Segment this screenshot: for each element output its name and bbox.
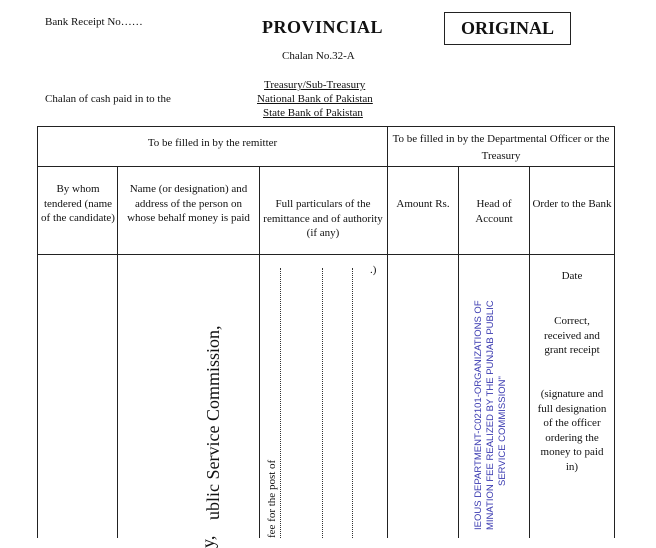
provincial-title: PROVINCIAL [262,17,384,37]
nbp-option: National Bank of Pakistan [257,93,373,105]
col-head-of-account: Head of Account [475,198,513,225]
treasury-option: Treasury/Sub-Treasury [264,79,366,91]
bank-receipt-label: Bank Receipt No…… [45,16,143,28]
col-amount: Amount Rs. [396,198,450,210]
dotted-line-3 [352,268,353,538]
head-account-text-1: IEOUS DEPARTMENT-C02101-ORGANIZATIONS OF [473,300,484,530]
dotted-line-1 [280,268,281,538]
head-account-text-3: SERVICE COMMISSION" [497,376,508,486]
col-by-whom-tendered: By whom tendered (name of the candidate) [41,183,115,224]
correct-received-text: Correct, received and grant receipt [544,315,600,356]
remitter-header: To be filled in by the remitter [147,137,278,149]
chalan-number: Chalan No.32-A [282,50,355,62]
sbp-option: State Bank of Pakistan [263,107,363,119]
head-account-text-2: MINATION FEE REALIZED BY THE PUNJAB PUBLIC [485,300,496,530]
col-full-particulars: Full particulars of the remittance and of authority (if any) [263,198,383,239]
y-fragment-vertical-text: y, [198,535,218,548]
fee-for-post-text: fee for the post of [266,459,278,538]
departmental-header: To be filled in by the Departmental Officer or the Treasury [392,133,610,162]
date-label: Date [561,270,583,282]
signature-designation-text: (signature and full designation of the officer ordering the money to paid in) [537,388,607,473]
col-name-address: Name (or designation) and address of the person on whose behalf money is paid [127,183,250,224]
original-box: ORIGINAL [444,12,571,45]
col-order-to-bank: Order to the Bank [532,198,612,210]
chalan-of-cash-label: Chalan of cash paid in to the [45,93,171,105]
commission-vertical-text: ublic Service Commission, [203,325,223,520]
closing-paren: .) [370,264,377,276]
dotted-line-2 [322,268,323,538]
